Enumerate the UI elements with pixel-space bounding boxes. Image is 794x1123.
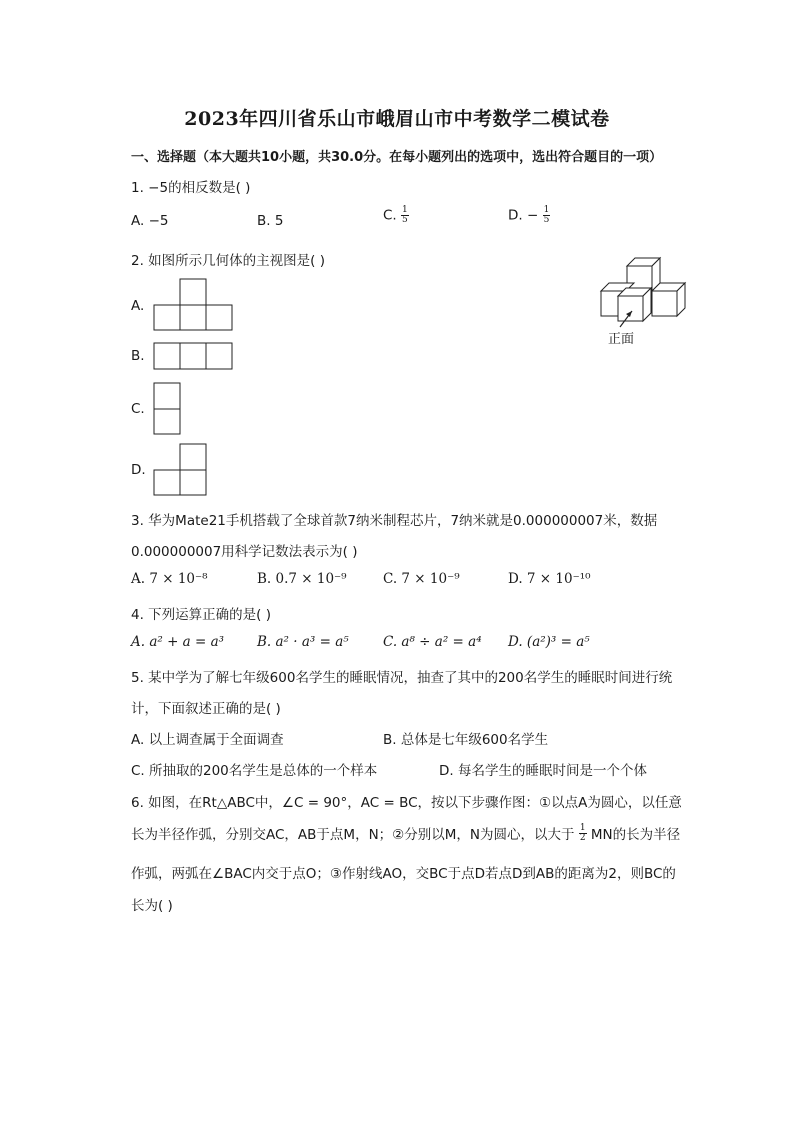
q2-option-d-figure	[153, 443, 207, 496]
q2-option-d: D.	[131, 462, 146, 478]
q1-option-c-label: C.	[383, 207, 397, 224]
q6-line3: 作弧，两弧在∠BAC内交于点O；③作射线AO，交BC于点D若点D到AB的距离为2，则BC的	[131, 866, 676, 882]
q2-front-label: 正面	[608, 332, 635, 347]
frac-denominator: 5	[543, 215, 550, 225]
q1-option-d	[508, 206, 550, 225]
q3-line2: 0.000000007用科学记数法表示为( )	[131, 544, 358, 560]
q6-line4: 长为( )	[131, 898, 173, 914]
q6-line2	[131, 823, 680, 843]
q6-fraction-half	[579, 824, 587, 843]
q2-option-b: B.	[131, 348, 145, 364]
q1-option-a: A. −5	[131, 213, 169, 229]
q1-option-c	[383, 206, 409, 225]
q5-option-d: D. 每名学生的睡眠时间是一个个体	[439, 763, 647, 779]
q2-option-c: C.	[131, 401, 145, 417]
frac-numerator: 1	[543, 205, 550, 215]
q3-option-d: D. 7 × 10⁻¹⁰	[508, 571, 591, 587]
q5-line2: 计，下面叙述正确的是( )	[131, 701, 281, 717]
q4-stem: 4. 下列运算正确的是( )	[131, 607, 271, 623]
q6-line2-end: MN的长为半径	[590, 827, 681, 843]
q1-stem: 1. −5的相反数是( )	[131, 180, 251, 196]
q2-stem: 2. 如图所示几何体的主视图是( )	[131, 253, 325, 269]
q4-option-c: C. a⁸ ÷ a² = a⁴	[383, 634, 482, 650]
q3-option-a: A. 7 × 10⁻⁸	[131, 571, 208, 587]
q6-line2-start: 长为半径作弧，分别交AC，AB于点M，N；②分别以M，N为圆心，以大于	[131, 827, 575, 843]
frac-denominator: 5	[402, 215, 408, 225]
q4-option-b: B. a² · a³ = a⁵	[257, 634, 349, 650]
frac-denominator: 2	[579, 832, 586, 843]
q1-option-b: B. 5	[257, 213, 284, 229]
q5-option-b: B. 总体是七年级600名学生	[383, 732, 549, 748]
q2-option-c-figure	[153, 382, 181, 435]
q3-option-c: C. 7 × 10⁻⁹	[383, 571, 460, 587]
q3-option-b: B. 0.7 × 10⁻⁹	[257, 571, 347, 587]
q4-option-d: D. (a²)³ = a⁵	[508, 634, 590, 650]
q2-option-b-figure	[153, 342, 233, 370]
q2-option-a-figure	[153, 278, 233, 331]
frac-numerator: 1	[402, 205, 408, 215]
frac-numerator: 1	[579, 822, 586, 833]
q2-option-a: A.	[131, 298, 145, 314]
q3-line1: 3. 华为Mate21手机搭载了全球首款7纳米制程芯片，7纳米就是0.000000007米，数据	[131, 513, 658, 529]
q1-option-c-fraction	[401, 206, 409, 225]
q1-option-d-fraction	[543, 206, 551, 225]
q5-option-c: C. 所抽取的200名学生是总体的一个样本	[131, 763, 378, 779]
q1-option-d-label: D. −	[508, 207, 539, 224]
q4-option-a: A. a² + a = a³	[131, 634, 225, 650]
q6-line1: 6. 如图，在Rt△ABC中，∠C = 90°，AC = BC，按以下步骤作图：①以点A为圆心，以任意	[131, 795, 682, 811]
page-title: 2023年四川省乐山市峨眉山市中考数学二模试卷	[184, 108, 610, 130]
section-heading: 一、选择题（本大题共10小题，共30.0分。在每小题列出的选项中，选出符合题目的一项）	[131, 150, 663, 165]
q5-line1: 5. 某中学为了解七年级600名学生的睡眠情况，抽查了其中的200名学生的睡眠时间进行统	[131, 670, 673, 686]
q5-option-a: A. 以上调查属于全面调查	[131, 732, 284, 748]
